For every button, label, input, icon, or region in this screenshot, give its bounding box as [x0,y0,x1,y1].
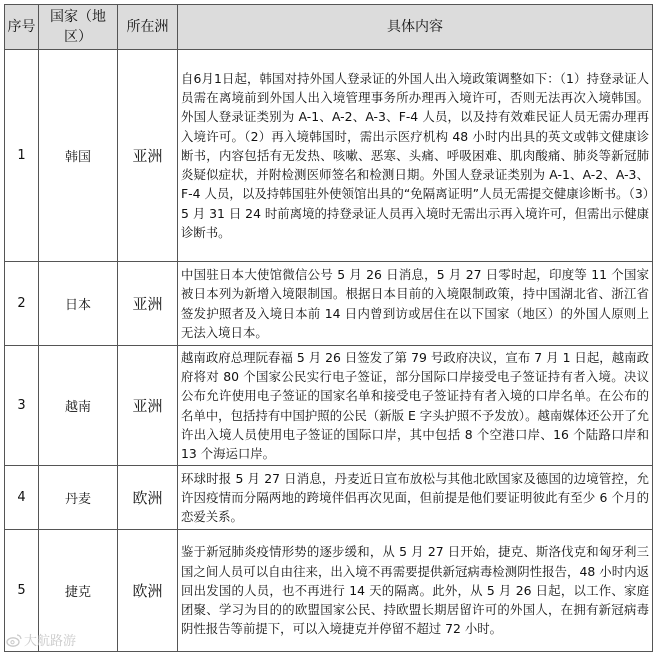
header-index: 序号 [5,5,39,50]
table-row [5,346,653,466]
header-row [5,5,653,50]
row-country: 韩国 [39,50,118,262]
watermark [6,630,76,649]
row-content: 环球时报 5 月 27 日消息，丹麦近日宣布放松与其他北欧国家及德国的边境管控，允许因疫情而分隔两地的跨境伴侣再次见面，但前提是他们要证明彼此有至少 6 个月的恋爱关系。 [178,466,653,530]
row-country: 捷克 [39,530,118,652]
row-index: 3 [5,346,39,466]
row-index: 5 [5,530,39,652]
header-country: 国家（地区） [39,5,118,50]
row-country: 越南 [39,346,118,466]
table-row [5,262,653,346]
row-content: 中国驻日本大使馆微信公号 5 月 26 日消息，5 月 27 日零时起，印度等 11 个国家被日本列为新增入境限制国。根据日本目前的入境限制政策，持中国湖北省、浙江省签发护照者及入境日本前 14 日内曾到访或居住在以下国家（地区）的外国人原则上无法入境日本。 [178,262,653,346]
row-continent: 欧洲 [118,530,178,652]
row-country: 丹麦 [39,466,118,530]
row-content: 鉴于新冠肺炎疫情形势的逐步缓和，从 5 月 27 日开始，捷克、斯洛伐克和匈牙利三国之间人员可以自由往来，出入境不再需要提供新冠病毒检测阴性报告，48 小时内返回出发国的人员，也不再进行 14 天的隔离。此外，从 5 月 26 日起，以工作、家庭团聚、学习为目的的欧盟国家公民、持欧盟长期居留许可的外国人，在拥有新冠病毒阴性报告等前提下，可以入境捷克并停留不超过 72 小时。 [178,530,653,652]
row-index: 2 [5,262,39,346]
row-continent: 亚洲 [118,346,178,466]
table-row [5,50,653,262]
row-index: 4 [5,466,39,530]
table-row [5,530,653,652]
weibo-logo-icon [6,633,22,647]
row-continent: 亚洲 [118,50,178,262]
row-content: 越南政府总理阮春福 5 月 26 日签发了第 79 号政府决议，宣布 7 月 1 日起，越南政府将对 80 个国家公民实行电子签证，部分国际口岸接受电子签证持有者入境。决议公布允许使用电子签证的国家名单和接受电子签证持有者入境的口岸名单。在公布的名单中，包括持有中国护照的公民（新版 E 字头护照不予发放）。越南媒体还公开了允许出入境人员使用电子签证的国际口岸，其中包括 8 个空港口岸、16 个陆路口岸和 13 个海运口岸。 [178,346,653,466]
watermark-text: 大航路游 [24,634,77,649]
header-continent: 所在洲 [118,5,178,50]
row-country: 日本 [39,262,118,346]
table-row [5,466,653,530]
policy-table [4,4,653,652]
row-index: 1 [5,50,39,262]
row-content: 自6月1日起，韩国对持外国人登录证的外国人出入境政策调整如下：（1）持登录证人员需在离境前到外国人出入境管理事务所办理再入境许可，否则无法再次入境韩国。外国人登录证类别为 A-1、A-2、A-3、F-4 人员，以及持有效难民证人员无需办理再入境许可。（2）再入境韩国时，需出示医疗机构 48 小时内出具的英文或韩文健康诊断书，内容包括有无发热、咳嗽、恶寒、头痛、呼吸困难、肌肉酸痛、肺炎等新冠肺炎疑似症状，并附检测医师签名和检测日期。外国人登录证类别为 A-1、A-2、A-3、F-4 人员，以及持韩国驻外使领馆出具的“免隔离证明”人员无需提交健康诊断书。（3）5 月 31 日 24 时前离境的持登录证人员再入境时无需出示再入境许可，但需出示健康诊断书。 [178,50,653,262]
header-content: 具体内容 [178,5,653,50]
row-continent: 欧洲 [118,466,178,530]
row-continent: 亚洲 [118,262,178,346]
